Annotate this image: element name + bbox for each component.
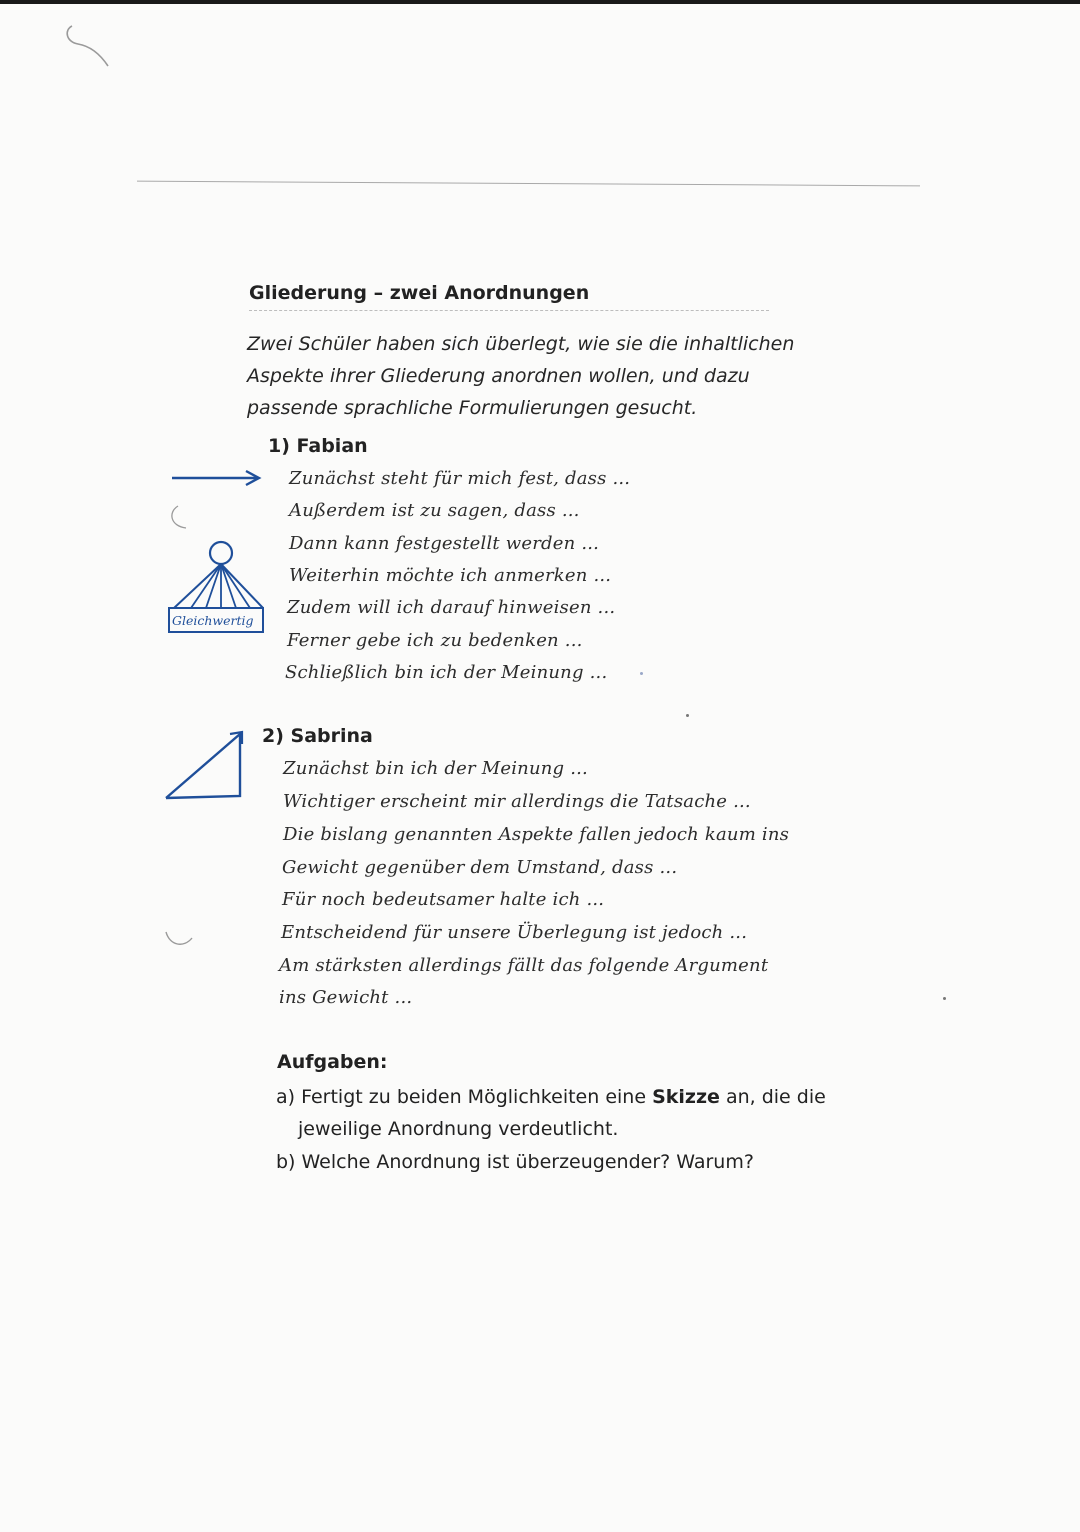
fabian-line: Schließlich bin ich der Meinung ... [285,662,608,683]
sabrina-line: Wichtiger erscheint mir allerdings die Tatsache ... [283,791,751,812]
title-underline [249,310,769,312]
balance-weight-sketch [160,500,270,645]
task-a-text: a) Fertigt zu beiden Möglichkeiten eine [276,1086,653,1108]
fabian-line: Zunächst steht für mich fest, dass ... [289,468,631,489]
task-a-continued: jeweilige Anordnung verdeutlicht. [298,1118,619,1140]
fabian-line: Dann kann festgestellt werden ... [289,533,600,554]
intro-line: Zwei Schüler haben sich überlegt, wie sie die inhaltlichen [247,333,795,355]
intro-paragraph [247,328,807,424]
stray-dot [686,714,689,717]
corner-pencil-mark [60,20,120,80]
task-a [276,1086,826,1108]
sabrina-line: ins Gewicht ... [279,987,413,1008]
stray-dot [943,997,946,1000]
fabian-line: Außerdem ist zu sagen, dass ... [289,500,580,521]
sketch-label: Gleichwertig [172,613,254,628]
task-a-text-end: an, die die [719,1086,826,1108]
pencil-arc-mark [160,924,200,954]
rising-triangle-sketch [160,726,250,806]
sabrina-line: Entscheidend für unsere Überlegung ist jedoch ... [281,922,748,943]
stray-dot [640,672,643,675]
page-top-edge [0,0,1080,4]
sabrina-heading: 2) Sabrina [262,725,373,747]
sabrina-line: Die bislang genannten Aspekte fallen jedoch kaum ins [283,824,790,845]
arrow-sketch [168,466,268,490]
sabrina-line: Für noch bedeutsamer halte ich ... [282,889,605,910]
fabian-line: Weiterhin möchte ich anmerken ... [289,565,612,586]
header-rule [137,181,920,187]
tasks-heading: Aufgaben: [277,1051,388,1073]
fabian-heading: 1) Fabian [268,435,368,457]
sabrina-line: Zunächst bin ich der Meinung ... [283,758,588,779]
task-a-keyword: Skizze [652,1086,720,1108]
intro-line: passende sprachliche Formulierungen gesucht. [247,397,698,419]
fabian-line: Zudem will ich darauf hinweisen ... [287,597,616,618]
page-title: Gliederung – zwei Anordnungen [249,282,590,304]
sabrina-line: Gewicht gegenüber dem Umstand, dass ... [282,857,678,878]
task-b: b) Welche Anordnung ist überzeugender? Warum? [276,1151,754,1173]
sabrina-line: Am stärksten allerdings fällt das folgende Argument [279,955,769,976]
intro-line: Aspekte ihrer Gliederung anordnen wollen, und dazu [247,365,750,387]
fabian-line: Ferner gebe ich zu bedenken ... [287,630,583,651]
